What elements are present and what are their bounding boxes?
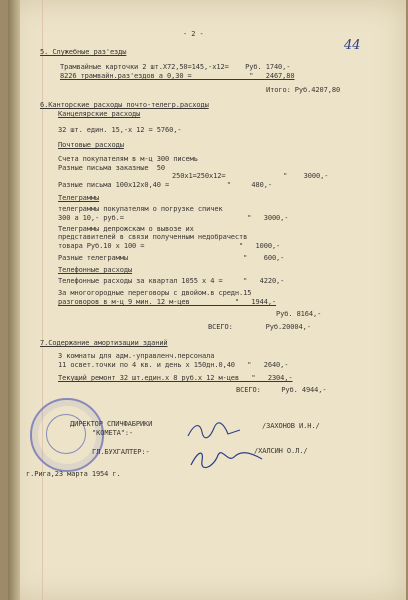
total-line: ВСЕГО: Руб.20004,- xyxy=(208,323,311,331)
folio-number: 44 xyxy=(344,38,361,53)
section-7-heading: 7.Содержание амортизации зданий xyxy=(40,339,168,347)
director-signature xyxy=(186,420,242,442)
accountant-signature xyxy=(188,445,264,471)
text-line: Разные письма 100х12х0,40 = " 480,- xyxy=(58,181,272,189)
text-line: 8226 трамвайн.раз'ездов а 0,30 = " 2467,80 xyxy=(60,72,295,80)
subsection-heading: Телефонные расходы xyxy=(58,266,133,274)
text-line: 3 комнаты для адм.-управленч.персонала xyxy=(58,352,215,360)
text-line: представителей в связи полученным недобрачеств xyxy=(58,233,248,241)
text-line: Разные письма заказные 50 xyxy=(58,164,165,172)
text-line: Телеграммы депрожскам о вывозе их xyxy=(58,225,194,233)
margin-line xyxy=(42,0,43,600)
text-line: Разные телеграммы " 600,- xyxy=(58,254,285,262)
document-page xyxy=(8,0,406,600)
total-line: ВСЕГО: Руб. 4944,- xyxy=(236,386,327,394)
accountant-title: ГЛ.БУХГАЛТЕР:- xyxy=(92,448,150,456)
place-date: г.Рига,23 марта 1954 г. xyxy=(26,470,121,478)
subtotal-line: Руб. 8164,- xyxy=(276,310,322,318)
director-title: ДИРЕКТОР СПИЧФАБРИКИ xyxy=(70,420,153,428)
text-line: 250х1=250х12= " 3000,- xyxy=(172,172,329,180)
binding-edge xyxy=(8,0,20,600)
text-line: Телефонные расходы за квартал 1055 х 4 = " 4220,- xyxy=(58,277,285,285)
accountant-name: /ХАЛСИН О.Л./ xyxy=(254,447,308,455)
page-marker: - 2 - xyxy=(183,30,204,38)
factory-name: "КОМЕТА":- xyxy=(92,429,134,437)
subtotal-line: Итого: Руб.4207,80 xyxy=(266,86,341,94)
text-line: товара Руб.10 х 100 = " 1000,- xyxy=(58,242,281,250)
text-line: 300 а 10,- руб.= " 3000,- xyxy=(58,214,289,222)
text-line: 32 шт. един. 15,-х 12 = 5760,- xyxy=(58,126,182,134)
subsection-heading: Почтовые расходы xyxy=(58,141,124,149)
text-line: 11 освет.точки по 4 кв. и день х 150дн.0,40 " 2640,- xyxy=(58,361,289,369)
section-6-heading: 6.Канторские расходы почто-телегр.расходы xyxy=(40,101,209,109)
subsection-heading: Телеграммы xyxy=(58,194,100,202)
text-line: Трамвайные карточки 2 шт.Х72,50=145,-х12= Руб. 1740,- xyxy=(60,63,291,71)
text-line: телеграммы покупателям о погрузке спичек xyxy=(58,205,223,213)
text-line: За многогородные переговоры с двойом.в средн.15 xyxy=(58,289,252,297)
section-5-heading: 5. Служебные раз'езды xyxy=(40,48,127,56)
subsection-heading: Канцелярские расходы xyxy=(58,110,141,118)
text-line: разговоров в м-ц 9 мин. 12 м-цев " 1944,- xyxy=(58,298,277,306)
text-line: Счета покупателям в м-ц 300 писемь xyxy=(58,155,198,163)
text-line: Текущий ремонт 32 шт.един.х 8 руб.х 12 м-цев " 2304,- xyxy=(58,374,293,382)
director-name: /ЗАХОНОВ И.Н./ xyxy=(262,422,320,430)
